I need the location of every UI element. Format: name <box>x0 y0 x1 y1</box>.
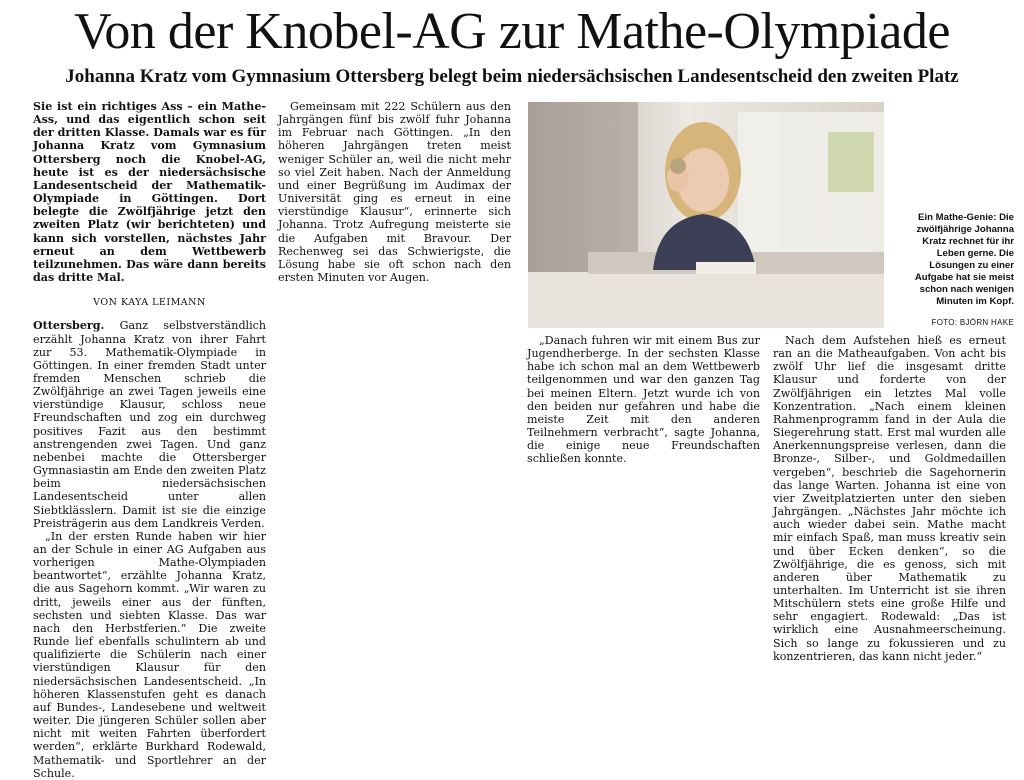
body-paragraph-1 <box>33 319 266 530</box>
subheadline: Johanna Kratz vom Gymnasium Ottersberg belegt beim niedersächsischen Landesentscheid den zweiten Platz <box>65 66 959 87</box>
headline: Von der Knobel-AG zur Mathe-Olympiade <box>74 3 950 60</box>
byline: VON KAYA LEIMANN <box>93 297 206 309</box>
article-column-3 <box>527 334 760 466</box>
photo-credit: FOTO: BJÖRN HAKE <box>931 318 1014 327</box>
body-paragraph-2: „In der ersten Runde haben wir hier an der Schule in einer AG Aufgaben aus vorherigen Mathe-Olympiaden beantwortet“, erzählte Johanna Kratz, die aus Sagehorn kommt. „Wir waren zu dritt, jeweils einer aus der fünften, sechsten und siebten Klasse. Das war nach den Herbstferien.“ Die zweite Runde lief ebenfalls schulintern ab und qualifizierte die Schülerin nach einer vierstündigen Klausur für den niedersächsischen Landesentscheid. „In höheren Klassenstufen geht es danach auf Bundes-, Landesebene und weltweit weiter. Die jüngeren Schüler sollen aber nicht mit weiten Fahrten überfordert werden“, erklärte Burkhard Rodewald, Mathematik- und Sportlehrer an der Schule. <box>33 529 266 780</box>
article-photo <box>528 102 884 328</box>
lead-paragraph: Sie ist ein richtiges Ass – ein Mathe-Ass, und das eigentlich schon seit der dritten Klasse. Damals war es für Johanna Kratz vom Gymnasium Ottersberg noch die Knobel-AG, heute ist es der niedersächsische Landesentscheid der Mathematik-Olympiade in Göttingen. Dort belegte die Zwölfjährige jetzt den zweiten Platz (wir berichteten) und kann sich vorstellen, nächstes Jahr erneut an dem Wettbewerb teilzunehmen. Das wäre dann bereits das dritte Mal. <box>33 100 266 285</box>
body-paragraph-5: Nach dem Aufstehen hieß es erneut ran an die Matheaufgaben. Von acht bis zwölf Uhr lief die insgesamt dritte Klausur und forderte von der Zwölfjährigen ein letztes Mal volle Konzentration. „Nach einem kleinen Rahmenprogramm fand in der Aula die Siegerehrung statt. Erst mal wurden alle Anerkennungspreise verlesen, dann die Bronze-, Silber-, und Goldmedaillen vergeben“, beschrieb die Sagehornerin das lange Warten. Johanna ist eine von vier Zweitplatzierten unter den sieben Jahrgängen. „Nächstes Jahr möchte ich auch wieder dabei sein. Mathe macht mir einfach Spaß, man muss kreativ sein und über Ecken denken“, so die Zwölfjährige, die es genoss, sich mit anderen über Mathematik zu unterhalten. Im Unterricht ist sie ihren Mitschülern stets eine große Hilfe und sehr engagiert. Rodewald: „Das ist wirklich eine Ausnahmeerscheinung. Sich so lange zu fokussieren und zu konzentrieren, das kann nicht jeder.“ <box>773 334 1006 663</box>
body-paragraph-4: „Danach fuhren wir mit einem Bus zur Jugendherberge. In der sechsten Klasse habe ich schon mal an dem Wettbewerb teilgenommen und war den ganzen Tag bei meinen Eltern. Jetzt wurde ich von den beiden nur gefahren und habe die meiste Zeit mit den anderen Teilnehmern verbracht“, sagte Johanna, die einige neue Freundschaften schließen konnte. <box>527 334 760 466</box>
body-text-1: Ganz selbstverständlich erzählt Johanna Kratz von ihrer Fahrt zur 53. Mathematik-Olympiade in Göttingen. In einer fremden Stadt unter fremden Menschen schrieb die Zwölfjährige an zwei Tagen jeweils eine vierstündige Klausur, schloss neue Freundschaften und zog ein durchweg positives Fazit aus den bestimmt anstrengenden zwei Tagen. Und ganz nebenbei machte die Ottersberger Gymnasiastin am Ende den zweiten Platz beim niedersächsischen Landesentscheid unter allen Siebtklässlern. Damit ist sie die einzige Preisträgerin aus dem Landkreis Verden. <box>33 319 266 530</box>
article-column-2 <box>278 100 511 284</box>
article-column-4 <box>773 334 1006 663</box>
body-paragraph-3: Gemeinsam mit 222 Schülern aus den Jahrgängen fünf bis zwölf fuhr Johanna im Februar nach Göttingen. „In den höheren Jahrgängen treten meist weniger Schüler an, weil die nicht mehr so viel Zeit haben. Nach der Anmeldung und einer Begrüßung im Audimax der Universität ging es erneut in eine vierstündige Klausur“, erinnerte sich Johanna. Trotz Aufregung meisterte sie die Aufgaben mit Bravour. Der Rechenweg sei das Schwierigste, die Lösung habe sie oft schon nach den ersten Minuten vor Augen. <box>278 100 511 285</box>
article-column-1 <box>33 100 266 780</box>
photo-caption: Ein Mathe-Genie: Die zwölfjährige Johanna Kratz rechnet für ihr Leben gerne. Die Lösungen zu einer Aufgabe hat sie meist schon nach wenigen Minuten im Kopf. <box>914 212 1014 307</box>
dateline: Ottersberg. <box>33 319 105 333</box>
